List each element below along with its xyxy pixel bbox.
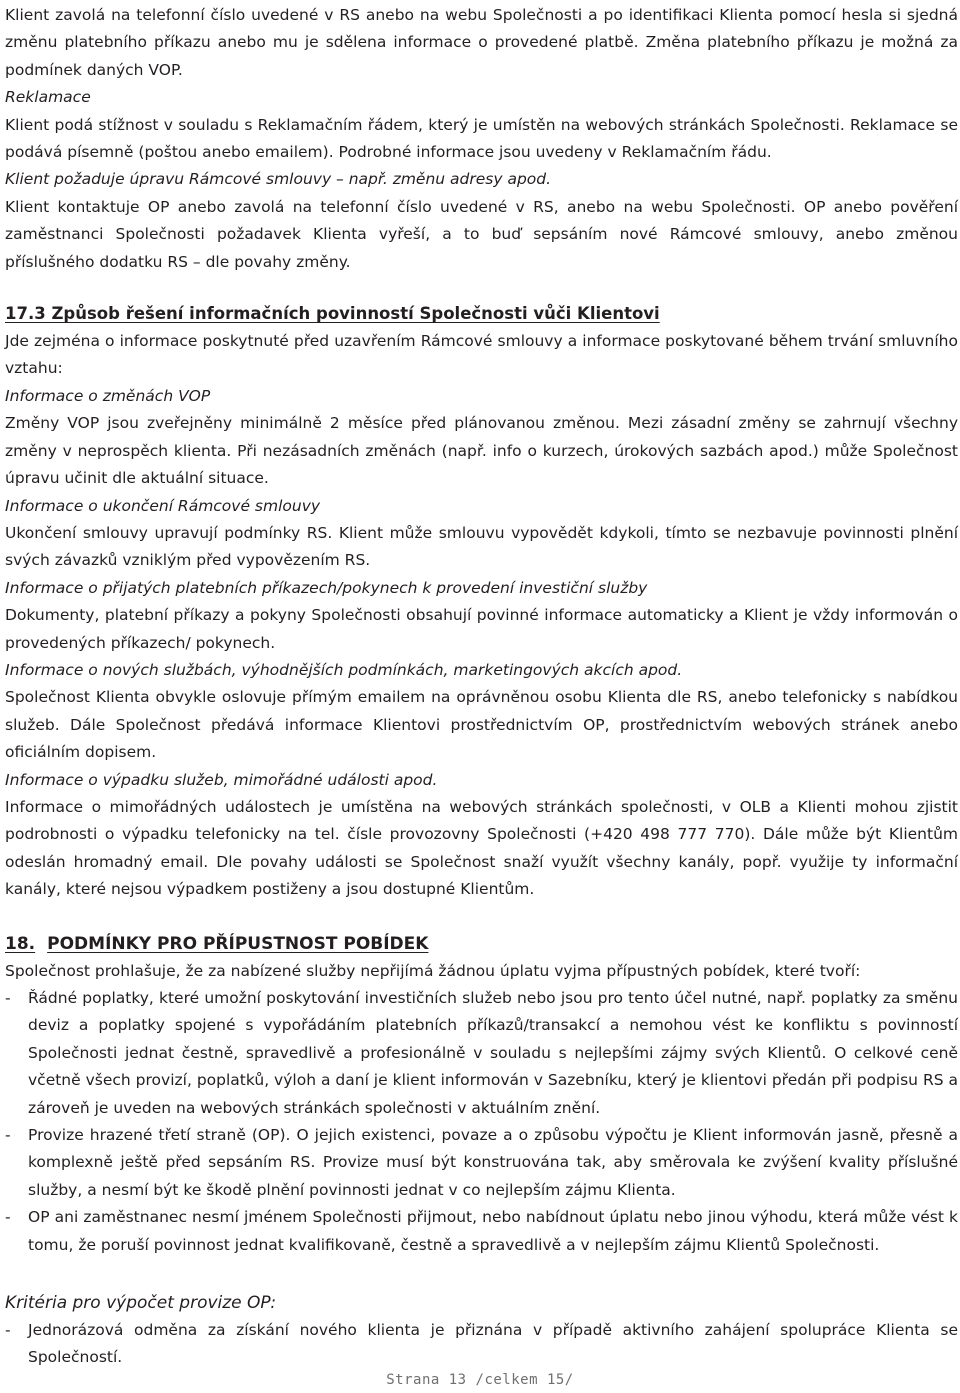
intro-paragraph: Klient zavolá na telefonní číslo uvedené v RS anebo na webu Společnosti a po identifikaci Klienta pomocí hesla si sjedná změnu platebního příkazu anebo mu je sdělena informace o provedené platbě. Změna platebního příkazu je možná za podmínek daných VOP. [5,6,958,79]
list-item [5,1317,958,1372]
section-18-title [5,930,958,958]
section-17-3 [5,300,958,904]
page-footer: Strana 13 /celkem 15/ [386,1372,574,1388]
section-18-list [5,985,958,1259]
bullet-dash: - [5,1208,11,1227]
criteria-title: Kritéria pro výpočet provize OP: [5,1293,277,1314]
uprava-label: Klient požaduje úpravu Rámcové smlouvy – např. změnu adresy apod. [5,170,552,189]
info-text-vop: Změny VOP jsou zveřejněny minimálně 2 měsíce před plánovanou změnou. Mezi zásadní změny se zahrnují všechny změny v neprospěch klienta. Při nezásadních změnách (např. info o kurzech, úrokových sazbách apod.) může Společnost úpravu učinit dle aktuální situace. [5,414,958,488]
info-label-sluzby: Informace o nových službách, výhodnějších podmínkách, marketingových akcích apod. [5,660,683,679]
list-item-text: OP ani zaměstnanec nesmí jménem Společnosti přijmout, nebo nabídnout úplatu nebo jinou výhodu, která může vést k tomu, že poruší povinnost jednat kvalifikovaně, čestně a spravedlivě a v nejlepším zájmu Klientů Společnosti. [28,1208,958,1254]
section-18-intro: Společnost prohlašuje, že za nabízené služby nepřijímá žádnou úplatu vyjma přípustných pobídek, které tvoří: [5,961,861,980]
info-label-vypadek: Informace o výpadku služeb, mimořádné události apod. [5,770,438,789]
list-item [5,985,958,1122]
section-18-title-text: PODMÍNKY PRO PŘÍPUSTNOST POBÍDEK [47,933,429,954]
section-17-3-title: 17.3 Způsob řešení informačních povinností Společnosti vůči Klientovi [5,304,660,324]
section-18-number: 18. [5,933,36,954]
list-item-text: Provize hrazené třetí straně (OP). O jejich existenci, povaze a o způsobu výpočtu je Klient informován jasně, přesně a komplexně ještě před sepsáním RS. Provize musí být konstruována tak, aby směrovala ke zvýšení kvality příslušné služby, a nesmí být ke škodě plnění povinnosti jednat v co nejlepším zájmu Klienta. [28,1126,958,1199]
bullet-dash: - [5,989,11,1007]
uprava-text: Klient kontaktuje OP anebo zavolá na telefonní číslo uvedené v RS, anebo na webu Společnosti. OP anebo pověření zaměstnanci Společnosti požadavek Klienta vyřeší, a to buď sepsáním nové Rámcové smlouvy, anebo změnou příslušného dodatku RS – dle povahy změny. [5,197,958,271]
list-item [5,1204,958,1259]
section-17-3-intro: Jde zejména o informace poskytnuté před uzavřením Rámcové smlouvy a informace poskytované během trvání smluvního vztahu: [5,332,958,378]
info-label-vop: Informace o změnách VOP [5,386,211,405]
info-text-ukonceni: Ukončení smlouvy upravují podmínky RS. Klient může smlouvu vypovědět kdykoli, tímto se nezbavuje povinnosti plnění svých závazků vzniklým před vypovězením RS. [5,523,958,570]
info-text-vypadek: Informace o mimořádných událostech je umístěna na webových stránkách společnosti, v OLB a Klienti mohou zjistit podrobnosti o výpadku telefonicky na tel. čísle provozovny Společnosti (+420 498 777 770). Dále může být Klientům odeslán hromadný email. Dle povahy události se Společnost snaží využít všechny kanály, popř. využije ty informační kanály, které nejsou výpadkem postiženy a jsou dostupné Klientům. [5,797,958,899]
info-text-prikazy: Dokumenty, platební příkazy a pokyny Společnosti obsahují povinné informace automaticky a Klient je vždy informován o provedených příkazech/ pokynech. [5,606,958,652]
info-text-sluzby: Společnost Klienta obvykle oslovuje přímým emailem na oprávněnou osobu Klienta dle RS, anebo telefonicky s nabídkou služeb. Dále Společnost předává informace Klientovi prostřednictvím OP, prostřednictvím webových stránek anebo oficiálním dopisem. [5,688,958,762]
criteria-section [5,1289,958,1372]
info-label-ukonceni: Informace o ukončení Rámcové smlouvy [5,496,321,515]
bullet-dash: - [5,1321,11,1340]
list-item-text: Jednorázová odměna za získání nového klienta je přiznána v případě aktivního zahájení spolupráce Klienta se Společností. [28,1321,958,1367]
info-label-prikazy: Informace o přijatých platebních příkazech/pokynech k provedení investiční služby [5,578,648,597]
document-page [5,2,958,1372]
section-18 [5,930,958,1259]
reklamace-label: Reklamace [5,88,91,107]
criteria-list [5,1317,958,1372]
list-item [5,1122,958,1204]
reklamace-text: Klient podá stížnost v souladu s Reklamačním řádem, který je umístěn na webových stránkách Společnosti. Reklamace se podává písemně (poštou anebo emailem). Podrobné informace jsou uvedeny v Reklamačním řádu. [5,115,958,162]
bullet-dash: - [5,1126,11,1145]
list-item-text: Řádné poplatky, které umožní poskytování investičních služeb nebo jsou pro tento účel nutné, např. poplatky za směnu deviz a poplatky spojené s vypořádáním platebních příkazů/transakcí a nemohou vést ke konfliktu s povinností Společnosti jednat čestně, spravedlivě a profesionálně v souladu s nejlepšími zájmy svých Klientů. O celkové ceně včetně všech provizí, poplatků, výloh a daní je klient informován v Sazebníku, který je klientovi předán při podpisu RS a zároveň je uveden na webových stránkách společnosti v aktuálním znění. [28,989,958,1117]
